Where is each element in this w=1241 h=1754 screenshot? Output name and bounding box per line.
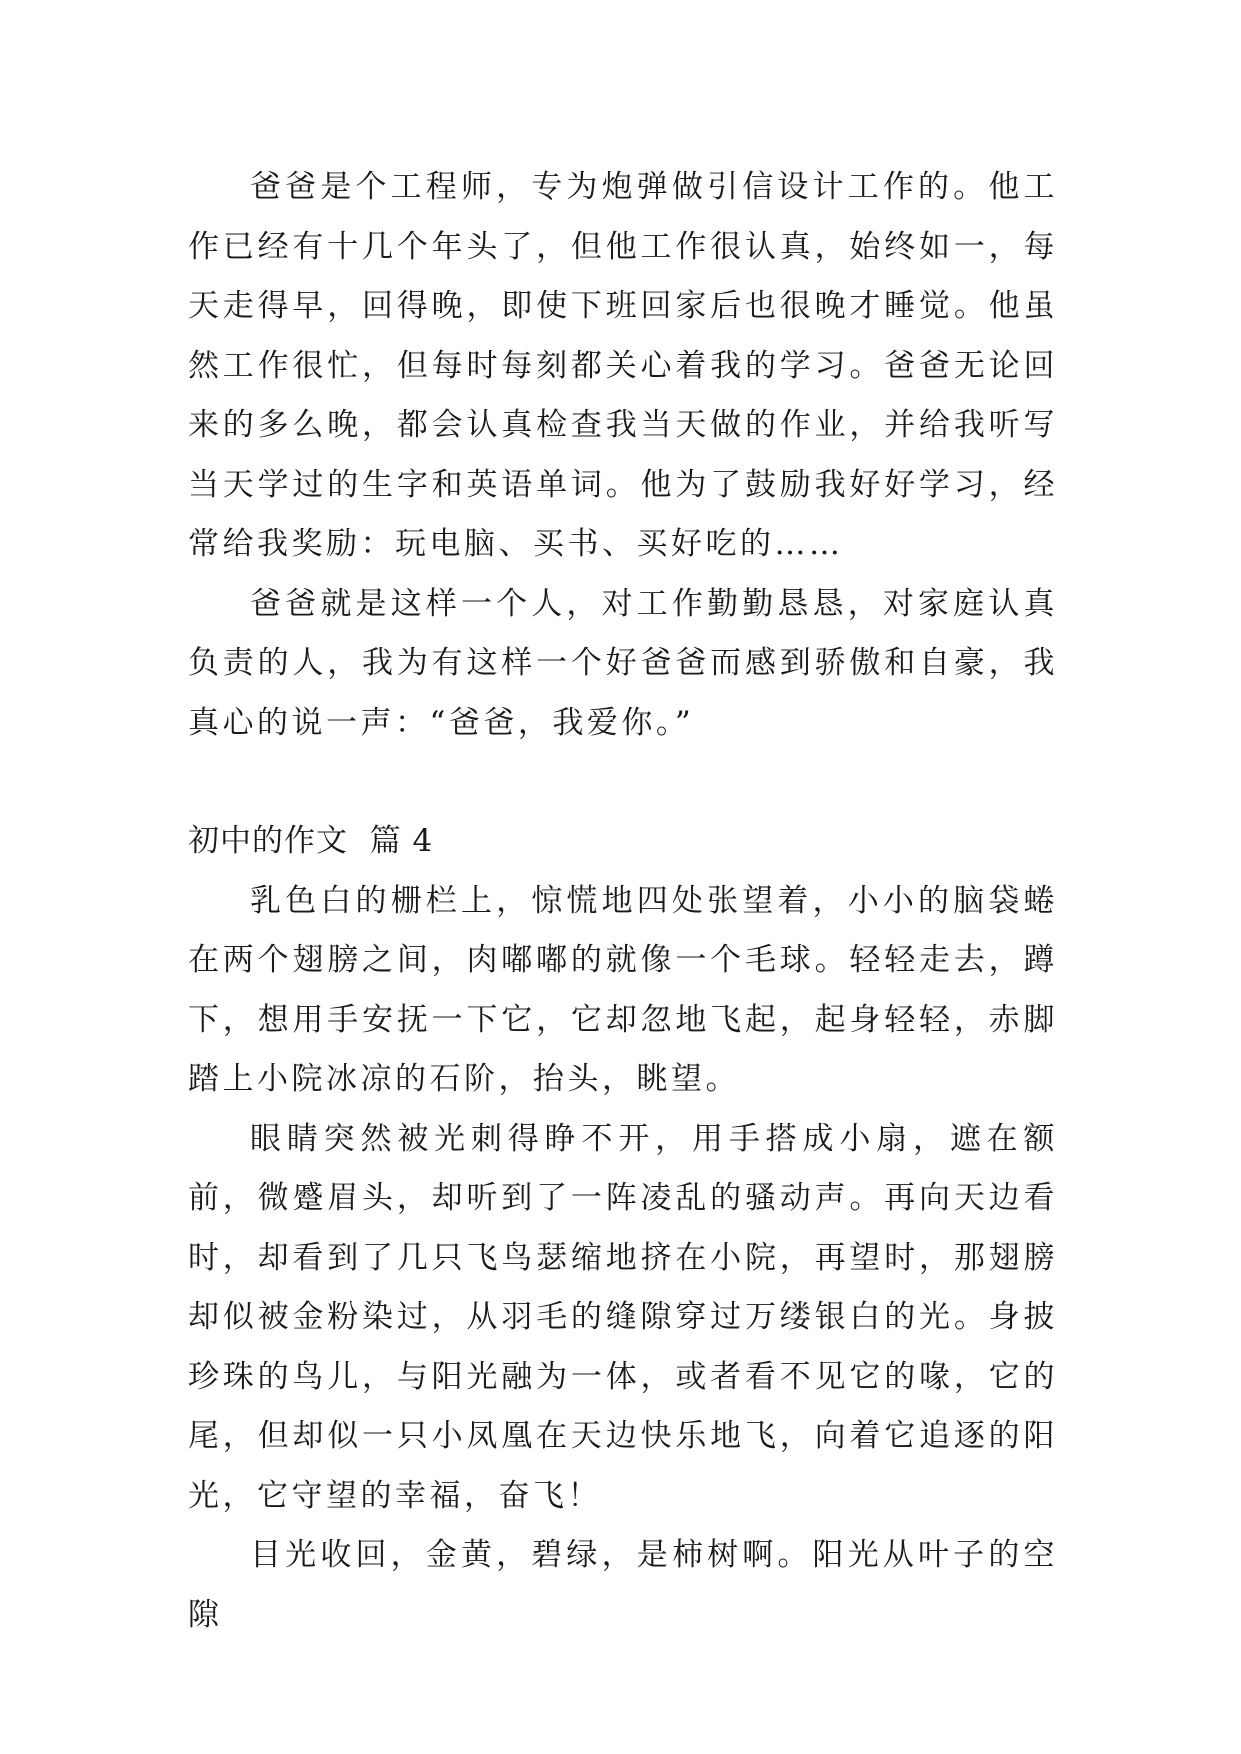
document-body <box>188 158 1058 1645</box>
paragraph-father-engineer: 爸爸是个工程师，专为炮弹做引信设计工作的。他工作已经有十几个年头了，但他工作很认真，始终如一，每天走得早，回得晚，即使下班回家后也很晚才睡觉。他虽然工作很忙，但每时每刻都关心着我的学习。爸爸无论回来的多么晚，都会认真检查我当天做的作业，并给我听写当天学过的生字和英语单词。他为了鼓励我好好学习，经常给我奖励：玩电脑、买书、买好吃的…… <box>188 169 1058 562</box>
paragraph-persimmon-tree: 目光收回，金黄，碧绿，是柿树啊。阳光从叶子的空隙 <box>188 1537 1058 1633</box>
paragraph-sunlight-birds: 眼睛突然被光刺得睁不开，用手搭成小扇，遮在额前，微蹙眉头，却听到了一阵凌乱的骚动声。再向天边看时，却看到了几只飞鸟瑟缩地挤在小院，再望时，那翅膀却似被金粉染过，从羽毛的缝隙穿过万缕银白的光。身披珍珠的鸟儿，与阳光融为一体，或者看不见它的喙，它的尾，但却似一只小凤凰在天边快乐地飞，向着它追逐的阳光，它守望的幸福，奋飞！ <box>188 1120 1058 1514</box>
paragraph-bird-fence: 乳色白的栅栏上，惊慌地四处张望着，小小的脑袋蜷在两个翅膀之间，肉嘟嘟的就像一个毛球。轻轻走去，蹲下，想用手安抚一下它，它却忽地飞起，起身轻轻，赤脚踏上小院冰凉的石阶，抬头，眺望。 <box>188 882 1058 1097</box>
section-heading: 初中的作文 篇 4 <box>188 823 434 859</box>
paragraph-father-love: 爸爸就是这样一个人，对工作勤勤恳恳，对家庭认真负责的人，我为有这样一个好爸爸而感到骄傲和自豪，我真心的说一声：“爸爸，我爱你。” <box>188 585 1058 741</box>
